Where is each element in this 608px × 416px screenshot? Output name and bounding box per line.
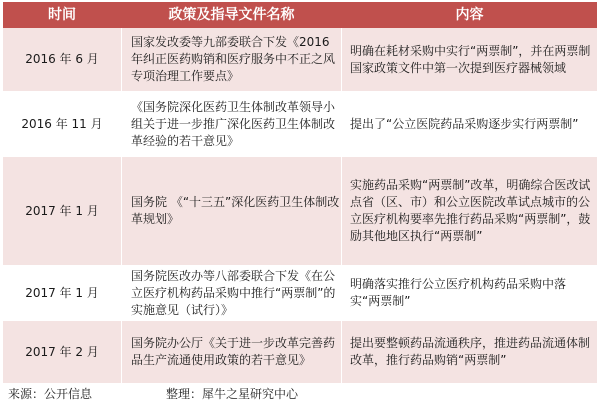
table-row (3, 321, 597, 383)
compiler-note: 整理：犀牛之星研究中心 (166, 387, 299, 401)
header-time: 时间 (48, 7, 76, 23)
time-cell: 2016 年 11 月 (21, 116, 103, 131)
source-note: 来源：公开信息 (8, 387, 93, 401)
policy-cell (123, 28, 349, 91)
content-cell (342, 321, 597, 383)
table-row (3, 92, 597, 156)
table-row (3, 266, 597, 320)
policy-text: 《国务院深化医药卫生体制改革领导小组关于进一步推广深化医药卫生体制改革经验的若干意见》 (131, 99, 336, 148)
content-text: 提出要整顿药品流通秩序，推进药品流通体制改革，推行药品购销“两票制” (350, 336, 591, 367)
content-cell (342, 28, 597, 91)
column-divider (341, 28, 342, 383)
table-row (3, 157, 597, 265)
policy-text: 国务院医改办等八部委联合下发《在公立医疗机构药品采购中推行“两票制”的实施意见（试行）》 (131, 268, 336, 317)
time-cell: 2017 年 1 月 (25, 285, 99, 300)
time-cell: 2017 年 1 月 (25, 203, 99, 218)
policy-cell (123, 321, 349, 383)
content-text: 实施药品采购“两票制”改革，明确综合医改试点省（区、市）和公立医院改革试点城市的公立医疗机构要率先推行药品采购“两票制”，鼓励其他地区执行“两票制” (350, 178, 591, 243)
policy-cell (123, 92, 349, 156)
column-divider (121, 28, 122, 383)
table-row (3, 28, 597, 91)
header-content: 内容 (455, 7, 484, 23)
policy-cell (123, 157, 349, 265)
time-cell: 2016 年 6 月 (25, 52, 99, 66)
content-cell (342, 157, 597, 265)
policy-table (3, 2, 597, 383)
content-text: 明确落实推行公立医疗机构药品采购中落实“两票制” (350, 277, 567, 308)
content-text: 明确在耗材采购中实行“两票制”，并在两票制国家政策文件中第一次提到医疗器械领域 (350, 43, 591, 75)
table-header (3, 2, 597, 28)
policy-cell (123, 266, 349, 320)
policy-text: 国家发改委等九部委联合下发《2016 年纠正医药购销和医疗服务中不正之风专项治理工作要点》 (131, 35, 336, 83)
time-cell: 2017 年 2 月 (25, 344, 99, 359)
header-policy: 政策及指导文件名称 (168, 7, 295, 23)
policy-text: 国务院办公厅《关于进一步改革完善药品生产流通使用政策的若干意见》 (131, 336, 336, 367)
content-text: 提出了“公立医院药品采购逐步实行两票制” (350, 116, 579, 131)
policy-text: 国务院 《“十三五”深化医药卫生体制改革规划》 (131, 195, 340, 226)
content-cell (342, 266, 597, 320)
content-cell (342, 92, 597, 156)
